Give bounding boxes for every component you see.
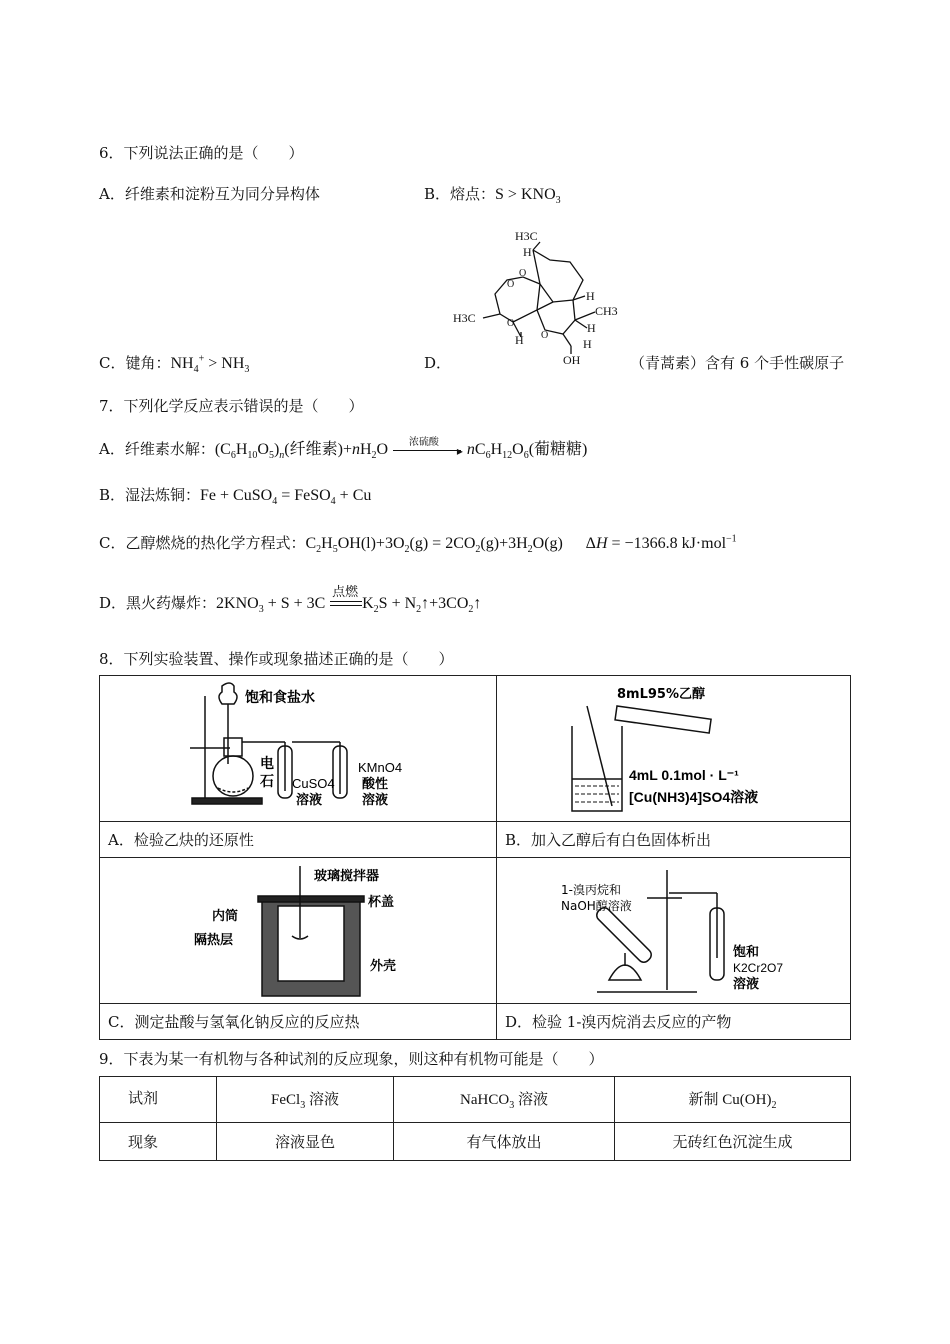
q8-c-inner: 内筒: [212, 909, 239, 924]
q8-cell-c-image: [100, 858, 497, 1004]
q8-apparatus-table: [99, 675, 851, 1040]
q8-cell-b-caption: [497, 822, 851, 858]
q7-option-c: [99, 532, 737, 555]
q8-cell-a-image: [100, 676, 497, 822]
q7-stem: 7．下列化学反应表示错误的是（ ）: [99, 397, 364, 415]
q6-option-b-formula: $S > KNO_3$: [495, 186, 561, 207]
mol-h3c-top: H3C: [515, 229, 538, 243]
q9-phenomenon-cuoh2: 无砖红色沉淀生成: [615, 1123, 851, 1161]
q8-stem: 8．下列实验装置、操作或现象描述正确的是（ ）: [99, 650, 454, 668]
mol-h-top: H: [523, 245, 532, 259]
artemisinin-structure: [445, 222, 635, 372]
q6-option-c-formula: $NH_4^+ > NH_3$: [170, 353, 250, 376]
q8-d-reagent1: 1-溴丙烷和: [561, 883, 621, 897]
q8-c-apparatus: [100, 858, 496, 1004]
q7-option-a-condition: 浓硫酸: [408, 437, 439, 448]
q9-phenomenon-fecl3: 溶液显色: [217, 1123, 394, 1161]
mol-h-bottom: H: [583, 337, 592, 351]
q8-d-sat: 饱和: [733, 945, 760, 960]
q9-row2-header: 现象: [100, 1123, 217, 1161]
q7-option-a-label: A．纤维素水解：: [99, 440, 215, 458]
q8-b-solution-line1: 4mL 0.1mol · L⁻¹: [629, 767, 739, 783]
q7-option-a-reactants: $(C_6H_{10}O_5)_n$(纤维素)$+nH_2O$: [214, 441, 389, 462]
q7-option-a-product: $nC_6H_{12}O_6$(葡糖糖): [466, 441, 588, 462]
q8-d-k2cr2o7: K2Cr2O7: [733, 961, 784, 975]
q8-a-acidic: 酸性: [362, 777, 389, 792]
svg-text:O: O: [507, 279, 515, 290]
q7-option-b: [99, 484, 371, 507]
q9-phenomenon-nahco3: 有气体放出: [394, 1123, 615, 1161]
q8-a-cuso4: CuSO4: [292, 776, 335, 791]
q8-a-apparatus: [100, 676, 496, 822]
q6-option-c-label: C．键角：: [99, 354, 171, 372]
mol-h3c-left: H3C: [453, 311, 476, 325]
mol-h-right: H: [586, 289, 595, 303]
q9-row1-header: 试剂: [100, 1077, 217, 1123]
q8-a-cuso4-solution: 溶液: [296, 793, 323, 808]
q8-cell-d-image: [497, 858, 851, 1004]
q7-option-d-equals: [330, 585, 362, 611]
q8-b-ethanol: 8mL95%乙醇: [617, 687, 705, 702]
q8-cell-d-caption: [497, 1004, 851, 1040]
q9-reagent-fecl3: FeCl$_3$ 溶液: [217, 1077, 394, 1123]
q6-option-b: [424, 183, 561, 206]
q8-a-kmno4-solution: 溶液: [362, 793, 389, 808]
q6-option-b-label: B．熔点：: [424, 185, 496, 203]
q8-b-apparatus: [497, 676, 852, 822]
q7-option-a: [99, 436, 587, 461]
q8-d-caption: D．检验 1-溴丙烷消去反应的产物: [505, 1013, 732, 1031]
q8-c-insulation: 隔热层: [194, 933, 234, 948]
q6-stem: 6．下列说法正确的是（ ）: [99, 144, 304, 162]
mol-oh: OH: [563, 353, 581, 367]
svg-text:O: O: [519, 268, 527, 279]
q7-option-d-condition: 点燃: [332, 585, 359, 600]
q7-option-b-label: B．湿法炼铜：: [99, 486, 201, 504]
q8-a-caption: A．检验乙炔的还原性: [108, 831, 254, 849]
q8-a-brine: 饱和食盐水: [245, 690, 315, 706]
q8-d-reagent2: NaOH醇溶液: [561, 899, 632, 913]
q8-d-apparatus: [497, 858, 852, 1004]
q8-cell-c-caption: [100, 1004, 497, 1040]
q8-cell-a-caption: [100, 822, 497, 858]
q8-c-stirrer: 玻璃搅拌器: [314, 869, 380, 884]
mol-h-mid: H: [587, 321, 596, 335]
q8-b-caption: B．加入乙醇后有白色固体析出: [505, 831, 712, 849]
q7-option-c-enthalpy: ΔH = −1366.8 kJ·mol$^{-1}$: [585, 533, 737, 552]
q6-option-d-label: D．: [424, 354, 452, 372]
q7-option-d: [99, 585, 482, 616]
q8-a-kmno4: KMnO4: [358, 760, 403, 775]
svg-text:O: O: [541, 330, 549, 341]
q7-option-a-arrow: 浓硫酸 ▸: [393, 443, 467, 457]
q8-a-carbide-1: 电: [260, 756, 274, 772]
q7-option-d-reactants: $2KNO_3 + S + 3C$: [216, 595, 326, 616]
q7-option-d-label: D．黑火药爆炸：: [99, 594, 217, 612]
q8-c-shell: 外壳: [370, 959, 397, 974]
q9-reaction-table: [99, 1076, 851, 1161]
svg-text:O: O: [507, 318, 515, 329]
q9-reagent-cuoh2: 新制 $Cu(OH)_2$: [615, 1077, 851, 1123]
q8-a-carbide-2: 石: [260, 774, 274, 790]
q8-cell-b-image: [497, 676, 851, 822]
q7-option-c-formula: $C_2H_5OH(l)+3O_2(g) = 2CO_2(g)+3H_2O(g)$: [305, 535, 563, 556]
q8-c-lid: 杯盖: [368, 895, 395, 910]
q6-option-a: A．纤维素和淀粉互为同分异构体: [99, 185, 320, 203]
q8-c-caption: C．测定盐酸与氢氧化钠反应的反应热: [108, 1013, 360, 1031]
mol-ch3-right: CH3: [595, 304, 618, 318]
q6-option-d-suffix: （青蒿素）含有 6 个手性碳原子: [630, 354, 845, 372]
mol-h-bottom-left: H: [515, 333, 524, 347]
q7-option-d-products: $K_2S$ + $N_2↑+3CO_2↑$: [362, 595, 482, 616]
q6-option-c: [99, 352, 249, 375]
q7-option-b-formula: Fe + CuSO$_4$ = FeSO$_4$ + Cu: [200, 487, 372, 508]
q8-b-solution-line2: [Cu(NH3)4]SO4溶液: [629, 789, 759, 805]
q9-stem: 9．下表为某一有机物与各种试剂的反应现象，则这种有机物可能是（ ）: [99, 1050, 604, 1068]
q7-option-c-label: C．乙醇燃烧的热化学方程式：: [99, 534, 306, 552]
q9-reagent-nahco3: NaHCO$_3$ 溶液: [394, 1077, 615, 1123]
q8-d-solution: 溶液: [733, 977, 760, 992]
